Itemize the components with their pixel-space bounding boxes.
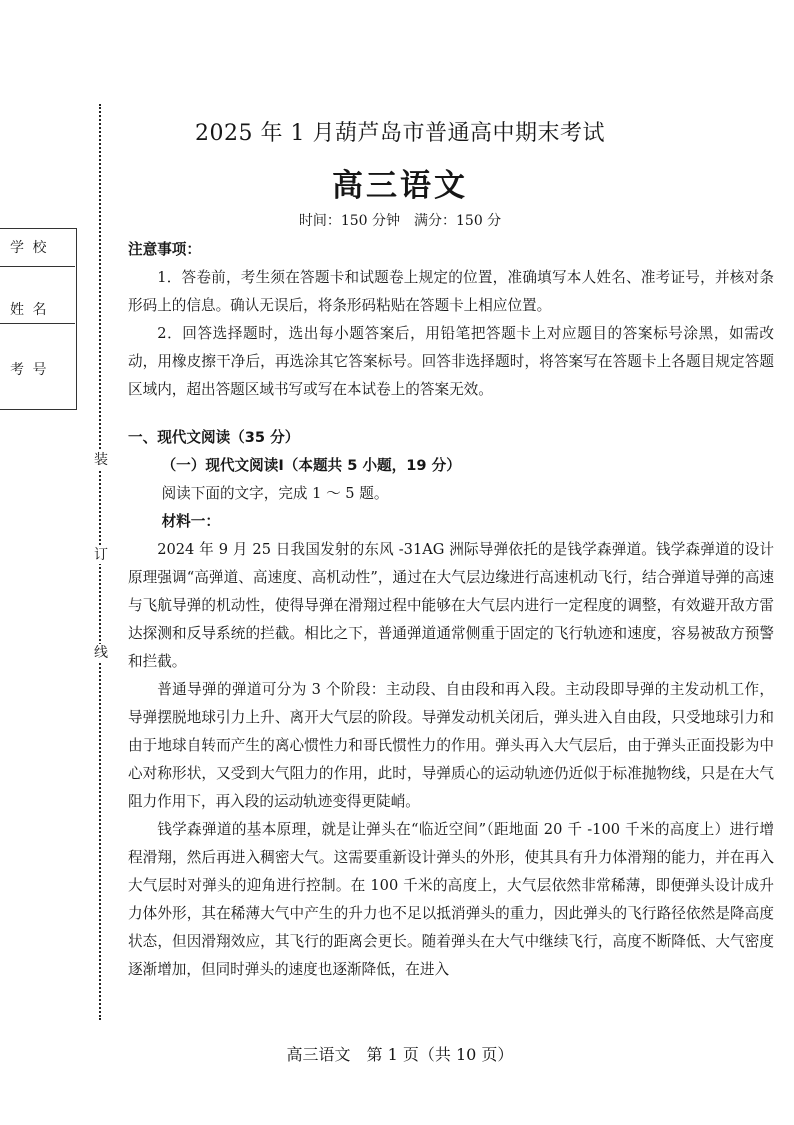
section-reading [128, 424, 774, 984]
section-title: 一、现代文阅读（35 分） [128, 429, 300, 446]
name-line [0, 323, 75, 324]
binding-mark-ding: 订 [91, 546, 111, 564]
reading-instruction: 阅读下面的文字，完成 1 ～ 5 题。 [161, 485, 389, 502]
note-item-2: 2．回答选择题时，选出每小题答案后，用铅笔把答题卡上对应题目的答案标号涂黑，如需改动，用橡皮擦干净后，再选涂其它答案标号。回答非选择题时，将答案写在答题卡上各题目规定答题区域内，超出答题区域书写或写在本试卷上的答案无效。 [128, 325, 774, 398]
page-footer: 高三语文 第 1 页（共 10 页） [286, 1045, 514, 1064]
time-info: 时间：150 分钟 满分：150 分 [298, 213, 502, 229]
school-line [0, 266, 75, 267]
exam-title: 2025 年 1 月葫芦岛市普通高中期末考试 [195, 121, 605, 146]
exam-number-label: 考 号 [10, 362, 49, 378]
section-subtitle: （一）现代文阅读Ⅰ（本题共 5 小题，19 分） [161, 457, 461, 474]
notes-block [128, 236, 774, 404]
subject-title: 高三语文 [332, 168, 468, 204]
material-paragraph-3: 钱学森弹道的基本原理，就是让弹头在“临近空间”（距地面 20 千 -100 千米的高度上）进行增程滑翔，然后再进入稠密大气。这需要重新设计弹头的外形，使其具有升力体滑翔的能力，并在再入大气层时对弹头的迎角进行控制。在 100 千米的高度上，大气层依然非常稀薄，即便弹头设计成升力体外形，其在稀薄大气中产生的升力也不足以抵消弹头的重力，因此弹头的飞行路径依然是降高度状态，但因滑翔效应，其飞行的距离会更长。随着弹头在大气中继续飞行，高度不断降低、大气密度逐渐增加，但同时弹头的速度也逐渐降低，在进入 [128, 821, 774, 978]
material-paragraph-2: 普通导弹的弹道可分为 3 个阶段：主动段、自由段和再入段。主动段即导弹的主发动机工作，导弹摆脱地球引力上升、离开大气层的阶段。导弹发动机关闭后，弹头进入自由段，只受地球引力和由于地球自转而产生的离心惯性力和哥氏惯性力的作用。弹头再入大气层后，由于弹头正面投影为中心对称形状，又受到大气阻力的作用，此时，导弹质心的运动轨迹仍近似于标准抛物线，只是在大气阻力作用下，再入段的运动轨迹变得更陡峭。 [128, 681, 774, 810]
note-item-1: 1．答卷前，考生须在答题卡和试题卷上规定的位置，准确填写本人姓名、准考证号，并核对条形码上的信息。确认无误后，将条形码粘贴在答题卡上相应位置。 [128, 269, 774, 314]
binding-mark-zhuang: 装 [91, 451, 111, 469]
school-label: 学 校 [10, 240, 49, 256]
notes-heading: 注意事项： [128, 241, 201, 258]
name-label: 姓 名 [10, 302, 49, 318]
binding-mark-xian: 线 [91, 644, 111, 662]
student-info-box [0, 228, 77, 410]
material-paragraph-1: 2024 年 9 月 25 日我国发射的东风 -31AG 洲际导弹依托的是钱学森弹道。钱学森弹道的设计原理强调“高弹道、高速度、高机动性”，通过在大气层边缘进行高速机动飞行，结合弹道导弹的高速与飞航导弹的机动性，使得导弹在滑翔过程中能够在大气层内进行一定程度的调整，有效避开敌方雷达探测和反导系统的拦截。相比之下，普通弹道通常侧重于固定的飞行轨迹和速度，容易被敌方预警和拦截。 [128, 541, 774, 670]
material-label: 材料一： [161, 513, 220, 530]
